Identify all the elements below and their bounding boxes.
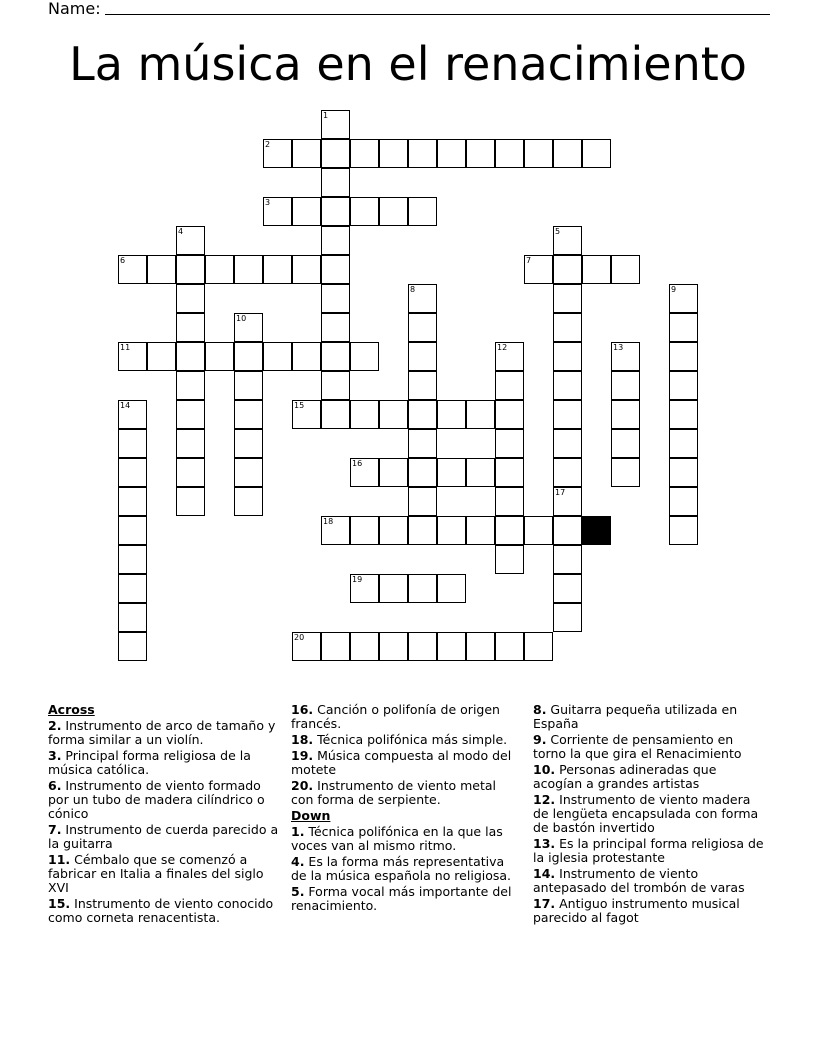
grid-cell[interactable] [118, 400, 147, 429]
grid-cell[interactable] [553, 284, 582, 313]
grid-cell[interactable] [669, 458, 698, 487]
grid-cell[interactable] [147, 342, 176, 371]
grid-cell[interactable] [553, 371, 582, 400]
clue-number: 8 [410, 285, 416, 294]
grid-cell[interactable] [321, 632, 350, 661]
clue-text: Antiguo instrumento musical parecido al fagot [533, 896, 740, 925]
clue-text: Canción o polifonía de origen francés. [291, 702, 500, 731]
clue-item [533, 837, 769, 865]
grid-cell[interactable] [379, 516, 408, 545]
clue-item [48, 853, 284, 895]
clue-number: 1 [323, 111, 329, 120]
grid-cell[interactable] [437, 574, 466, 603]
grid-cell[interactable] [321, 139, 350, 168]
grid-cell[interactable] [408, 197, 437, 226]
grid-cell[interactable] [292, 632, 321, 661]
grid-cell[interactable] [321, 516, 350, 545]
grid-cell[interactable] [350, 574, 379, 603]
clue-item [48, 779, 284, 821]
grid-cell[interactable] [379, 139, 408, 168]
grid-cell[interactable] [379, 632, 408, 661]
clue-text: Instrumento de arco de tamaño y forma similar a un violín. [48, 718, 276, 747]
clue-number: 4 [178, 227, 184, 236]
grid-cell[interactable] [524, 255, 553, 284]
clue-number: 12 [497, 343, 508, 352]
clue-number-label: 11. [48, 852, 71, 867]
grid-cell[interactable] [321, 226, 350, 255]
grid-cell[interactable] [611, 400, 640, 429]
grid-cell[interactable] [321, 255, 350, 284]
grid-cell[interactable] [495, 516, 524, 545]
clue-item [291, 855, 521, 883]
grid-cell[interactable] [263, 139, 292, 168]
grid-cell[interactable] [408, 487, 437, 516]
clue-text: Forma vocal más importante del renacimiento. [291, 884, 512, 913]
grid-cell[interactable] [408, 458, 437, 487]
grid-cell[interactable] [495, 400, 524, 429]
clue-number: 19 [352, 575, 363, 584]
clue-number: 13 [613, 343, 624, 352]
clue-item [48, 749, 284, 777]
clue-item [291, 733, 521, 747]
down-header: Down [291, 808, 331, 823]
clue-number-label: 12. [533, 792, 556, 807]
grid-cell[interactable] [263, 342, 292, 371]
grid-cell[interactable] [466, 516, 495, 545]
clue-number-label: 9. [533, 732, 547, 747]
grid-cell[interactable] [205, 255, 234, 284]
grid-cell[interactable] [176, 342, 205, 371]
grid-cell[interactable] [669, 371, 698, 400]
clue-number: 2 [265, 140, 271, 149]
clue-number-label: 18. [291, 732, 314, 747]
grid-cell[interactable] [553, 574, 582, 603]
grid-cell[interactable] [408, 284, 437, 313]
grid-cell[interactable] [437, 632, 466, 661]
clue-item [48, 897, 284, 925]
clue-number: 20 [294, 633, 305, 642]
clue-item [48, 719, 284, 747]
grid-cell[interactable] [234, 429, 263, 458]
grid-cell[interactable] [495, 342, 524, 371]
clue-number-label: 19. [291, 748, 314, 763]
grid-cell[interactable] [466, 458, 495, 487]
clue-number-label: 15. [48, 896, 71, 911]
grid-cell[interactable] [234, 400, 263, 429]
grid-cell[interactable] [553, 400, 582, 429]
clue-number-label: 14. [533, 866, 556, 881]
grid-cell[interactable] [669, 487, 698, 516]
grid-cell[interactable] [408, 342, 437, 371]
clue-number: 6 [120, 256, 126, 265]
grid-cell[interactable] [263, 255, 292, 284]
grid-cell[interactable] [350, 632, 379, 661]
grid-cell[interactable] [118, 516, 147, 545]
grid-cell[interactable] [350, 458, 379, 487]
grid-cell[interactable] [553, 313, 582, 342]
grid-cell[interactable] [611, 371, 640, 400]
clue-item [533, 897, 769, 925]
clue-text: Personas adineradas que acogían a grandes artistas [533, 762, 717, 791]
grid-cell[interactable] [553, 545, 582, 574]
grid-cell[interactable] [118, 255, 147, 284]
clue-item [48, 823, 284, 851]
grid-cell[interactable] [669, 313, 698, 342]
clue-number-label: 5. [291, 884, 305, 899]
clue-text: Corriente de pensamiento en torno la que gira el Renacimiento [533, 732, 742, 761]
grid-cell[interactable] [437, 139, 466, 168]
clue-number: 16 [352, 459, 363, 468]
clue-item [291, 779, 521, 807]
grid-cell[interactable] [118, 487, 147, 516]
clue-text: Guitarra pequeña utilizada en España [533, 702, 738, 731]
grid-cell[interactable] [292, 400, 321, 429]
clue-text: Instrumento de viento conocido como corneta renacentista. [48, 896, 274, 925]
clue-number: 9 [671, 285, 677, 294]
grid-cell[interactable] [350, 516, 379, 545]
grid-cell[interactable] [553, 342, 582, 371]
grid-cell[interactable] [437, 458, 466, 487]
clue-text: Instrumento de viento antepasado del trombón de varas [533, 866, 745, 895]
grid-cell[interactable] [176, 487, 205, 516]
grid-cell[interactable] [611, 255, 640, 284]
clue-number-label: 3. [48, 748, 62, 763]
grid-cell[interactable] [437, 400, 466, 429]
grid-cell[interactable] [234, 371, 263, 400]
grid-cell[interactable] [553, 255, 582, 284]
clue-text: Instrumento de viento formado por un tubo de madera cilíndrico o cónico [48, 778, 265, 821]
grid-cell[interactable] [495, 545, 524, 574]
grid-cell[interactable] [379, 197, 408, 226]
grid-cell[interactable] [669, 516, 698, 545]
clue-number-label: 13. [533, 836, 556, 851]
clue-number: 15 [294, 401, 305, 410]
grid-cell[interactable] [176, 458, 205, 487]
grid-cell[interactable] [553, 603, 582, 632]
clue-item [291, 749, 521, 777]
grid-cell[interactable] [611, 429, 640, 458]
clue-number: 5 [555, 227, 561, 236]
grid-cell[interactable] [669, 429, 698, 458]
grid-cell[interactable] [350, 139, 379, 168]
grid-cell[interactable] [321, 197, 350, 226]
grid-cell[interactable] [553, 429, 582, 458]
grid-cell[interactable] [118, 342, 147, 371]
clue-text: Principal forma religiosa de la música católica. [48, 748, 251, 777]
clue-number-label: 17. [533, 896, 556, 911]
grid-cell[interactable] [553, 139, 582, 168]
black-cell [582, 516, 611, 545]
grid-cell[interactable] [466, 139, 495, 168]
across-header: Across [48, 702, 95, 717]
grid-cell[interactable] [611, 342, 640, 371]
grid-cell[interactable] [495, 632, 524, 661]
clue-text: Instrumento de viento metal con forma de serpiente. [291, 778, 497, 807]
grid-cell[interactable] [524, 139, 553, 168]
clues-column-3 [533, 703, 769, 927]
grid-cell[interactable] [669, 400, 698, 429]
clue-number-label: 16. [291, 702, 314, 717]
grid-cell[interactable] [292, 197, 321, 226]
grid-cell[interactable] [495, 458, 524, 487]
grid-cell[interactable] [466, 400, 495, 429]
grid-cell[interactable] [234, 458, 263, 487]
grid-cell[interactable] [350, 400, 379, 429]
grid-cell[interactable] [118, 603, 147, 632]
grid-cell[interactable] [350, 197, 379, 226]
grid-cell[interactable] [205, 342, 234, 371]
grid-cell[interactable] [408, 400, 437, 429]
grid-cell[interactable] [611, 458, 640, 487]
grid-cell[interactable] [408, 139, 437, 168]
grid-cell[interactable] [379, 574, 408, 603]
grid-cell[interactable] [234, 313, 263, 342]
clue-number: 17 [555, 488, 566, 497]
grid-cell[interactable] [321, 110, 350, 139]
clue-number: 7 [526, 256, 532, 265]
grid-cell[interactable] [234, 342, 263, 371]
grid-cell[interactable] [669, 284, 698, 313]
grid-cell[interactable] [263, 197, 292, 226]
clue-text: Cémbalo que se comenzó a fabricar en Italia a finales del siglo XVI [48, 852, 264, 895]
grid-cell[interactable] [553, 458, 582, 487]
grid-cell[interactable] [408, 632, 437, 661]
clue-number: 14 [120, 401, 131, 410]
clues-column-1 [48, 703, 284, 927]
grid-cell[interactable] [321, 371, 350, 400]
grid-cell[interactable] [437, 516, 466, 545]
clue-text: Es la forma más representativa de la música española no religiosa. [291, 854, 512, 883]
grid-cell[interactable] [553, 516, 582, 545]
grid-cell[interactable] [118, 458, 147, 487]
grid-cell[interactable] [234, 487, 263, 516]
grid-cell[interactable] [176, 313, 205, 342]
grid-cell[interactable] [466, 632, 495, 661]
clue-item [533, 793, 769, 835]
grid-cell[interactable] [495, 139, 524, 168]
grid-cell[interactable] [118, 429, 147, 458]
clue-number-label: 7. [48, 822, 62, 837]
grid-cell[interactable] [495, 487, 524, 516]
grid-cell[interactable] [582, 139, 611, 168]
clue-number: 3 [265, 198, 271, 207]
grid-cell[interactable] [118, 545, 147, 574]
grid-cell[interactable] [321, 342, 350, 371]
clue-number-label: 20. [291, 778, 314, 793]
clue-number: 11 [120, 343, 131, 352]
clue-number-label: 4. [291, 854, 305, 869]
grid-cell[interactable] [176, 226, 205, 255]
grid-cell[interactable] [118, 632, 147, 661]
grid-cell[interactable] [524, 632, 553, 661]
clue-number-label: 10. [533, 762, 556, 777]
grid-cell[interactable] [379, 458, 408, 487]
grid-cell[interactable] [350, 342, 379, 371]
clue-item [533, 733, 769, 761]
clue-text: Es la principal forma religiosa de la iglesia protestante [533, 836, 764, 865]
clue-text: Instrumento de cuerda parecido a la guitarra [48, 822, 279, 851]
grid-cell[interactable] [553, 487, 582, 516]
clue-item [533, 763, 769, 791]
grid-cell[interactable] [553, 226, 582, 255]
grid-cell[interactable] [495, 429, 524, 458]
grid-cell[interactable] [408, 516, 437, 545]
clue-number-label: 6. [48, 778, 62, 793]
grid-cell[interactable] [408, 429, 437, 458]
grid-cell[interactable] [292, 139, 321, 168]
grid-cell[interactable] [147, 255, 176, 284]
clue-item [291, 825, 521, 853]
grid-cell[interactable] [234, 255, 263, 284]
grid-cell[interactable] [176, 371, 205, 400]
grid-cell[interactable] [495, 371, 524, 400]
grid-cell[interactable] [408, 313, 437, 342]
grid-cell[interactable] [669, 342, 698, 371]
clue-item [291, 703, 521, 731]
grid-cell[interactable] [321, 168, 350, 197]
grid-cell[interactable] [582, 255, 611, 284]
clue-text: Técnica polifónica más simple. [313, 732, 508, 747]
grid-cell[interactable] [379, 400, 408, 429]
clues-column-2 [291, 703, 521, 915]
grid-cell[interactable] [118, 574, 147, 603]
grid-cell[interactable] [176, 400, 205, 429]
clue-number-label: 2. [48, 718, 62, 733]
clue-item [533, 867, 769, 895]
clue-text: Instrumento de viento madera de lengüeta encapsulada con forma de bastón invertido [533, 792, 759, 835]
grid-cell[interactable] [408, 371, 437, 400]
grid-cell[interactable] [176, 255, 205, 284]
grid-cell[interactable] [408, 574, 437, 603]
grid-cell[interactable] [321, 284, 350, 313]
grid-cell[interactable] [292, 255, 321, 284]
grid-cell[interactable] [176, 284, 205, 313]
clue-text: Música compuesta al modo del motete [291, 748, 512, 777]
grid-cell[interactable] [524, 516, 553, 545]
clue-number-label: 1. [291, 824, 305, 839]
grid-cell[interactable] [176, 429, 205, 458]
grid-cell[interactable] [321, 313, 350, 342]
clue-number: 18 [323, 517, 334, 526]
grid-cell[interactable] [292, 342, 321, 371]
clue-text: Técnica polifónica en la que las voces van al mismo ritmo. [291, 824, 503, 853]
clue-item [291, 885, 521, 913]
clue-number: 10 [236, 314, 247, 323]
grid-cell[interactable] [321, 400, 350, 429]
name-label: Name: [48, 0, 101, 18]
clue-number-label: 8. [533, 702, 547, 717]
clue-item [533, 703, 769, 731]
page-title: La música en el renacimiento [69, 37, 747, 91]
